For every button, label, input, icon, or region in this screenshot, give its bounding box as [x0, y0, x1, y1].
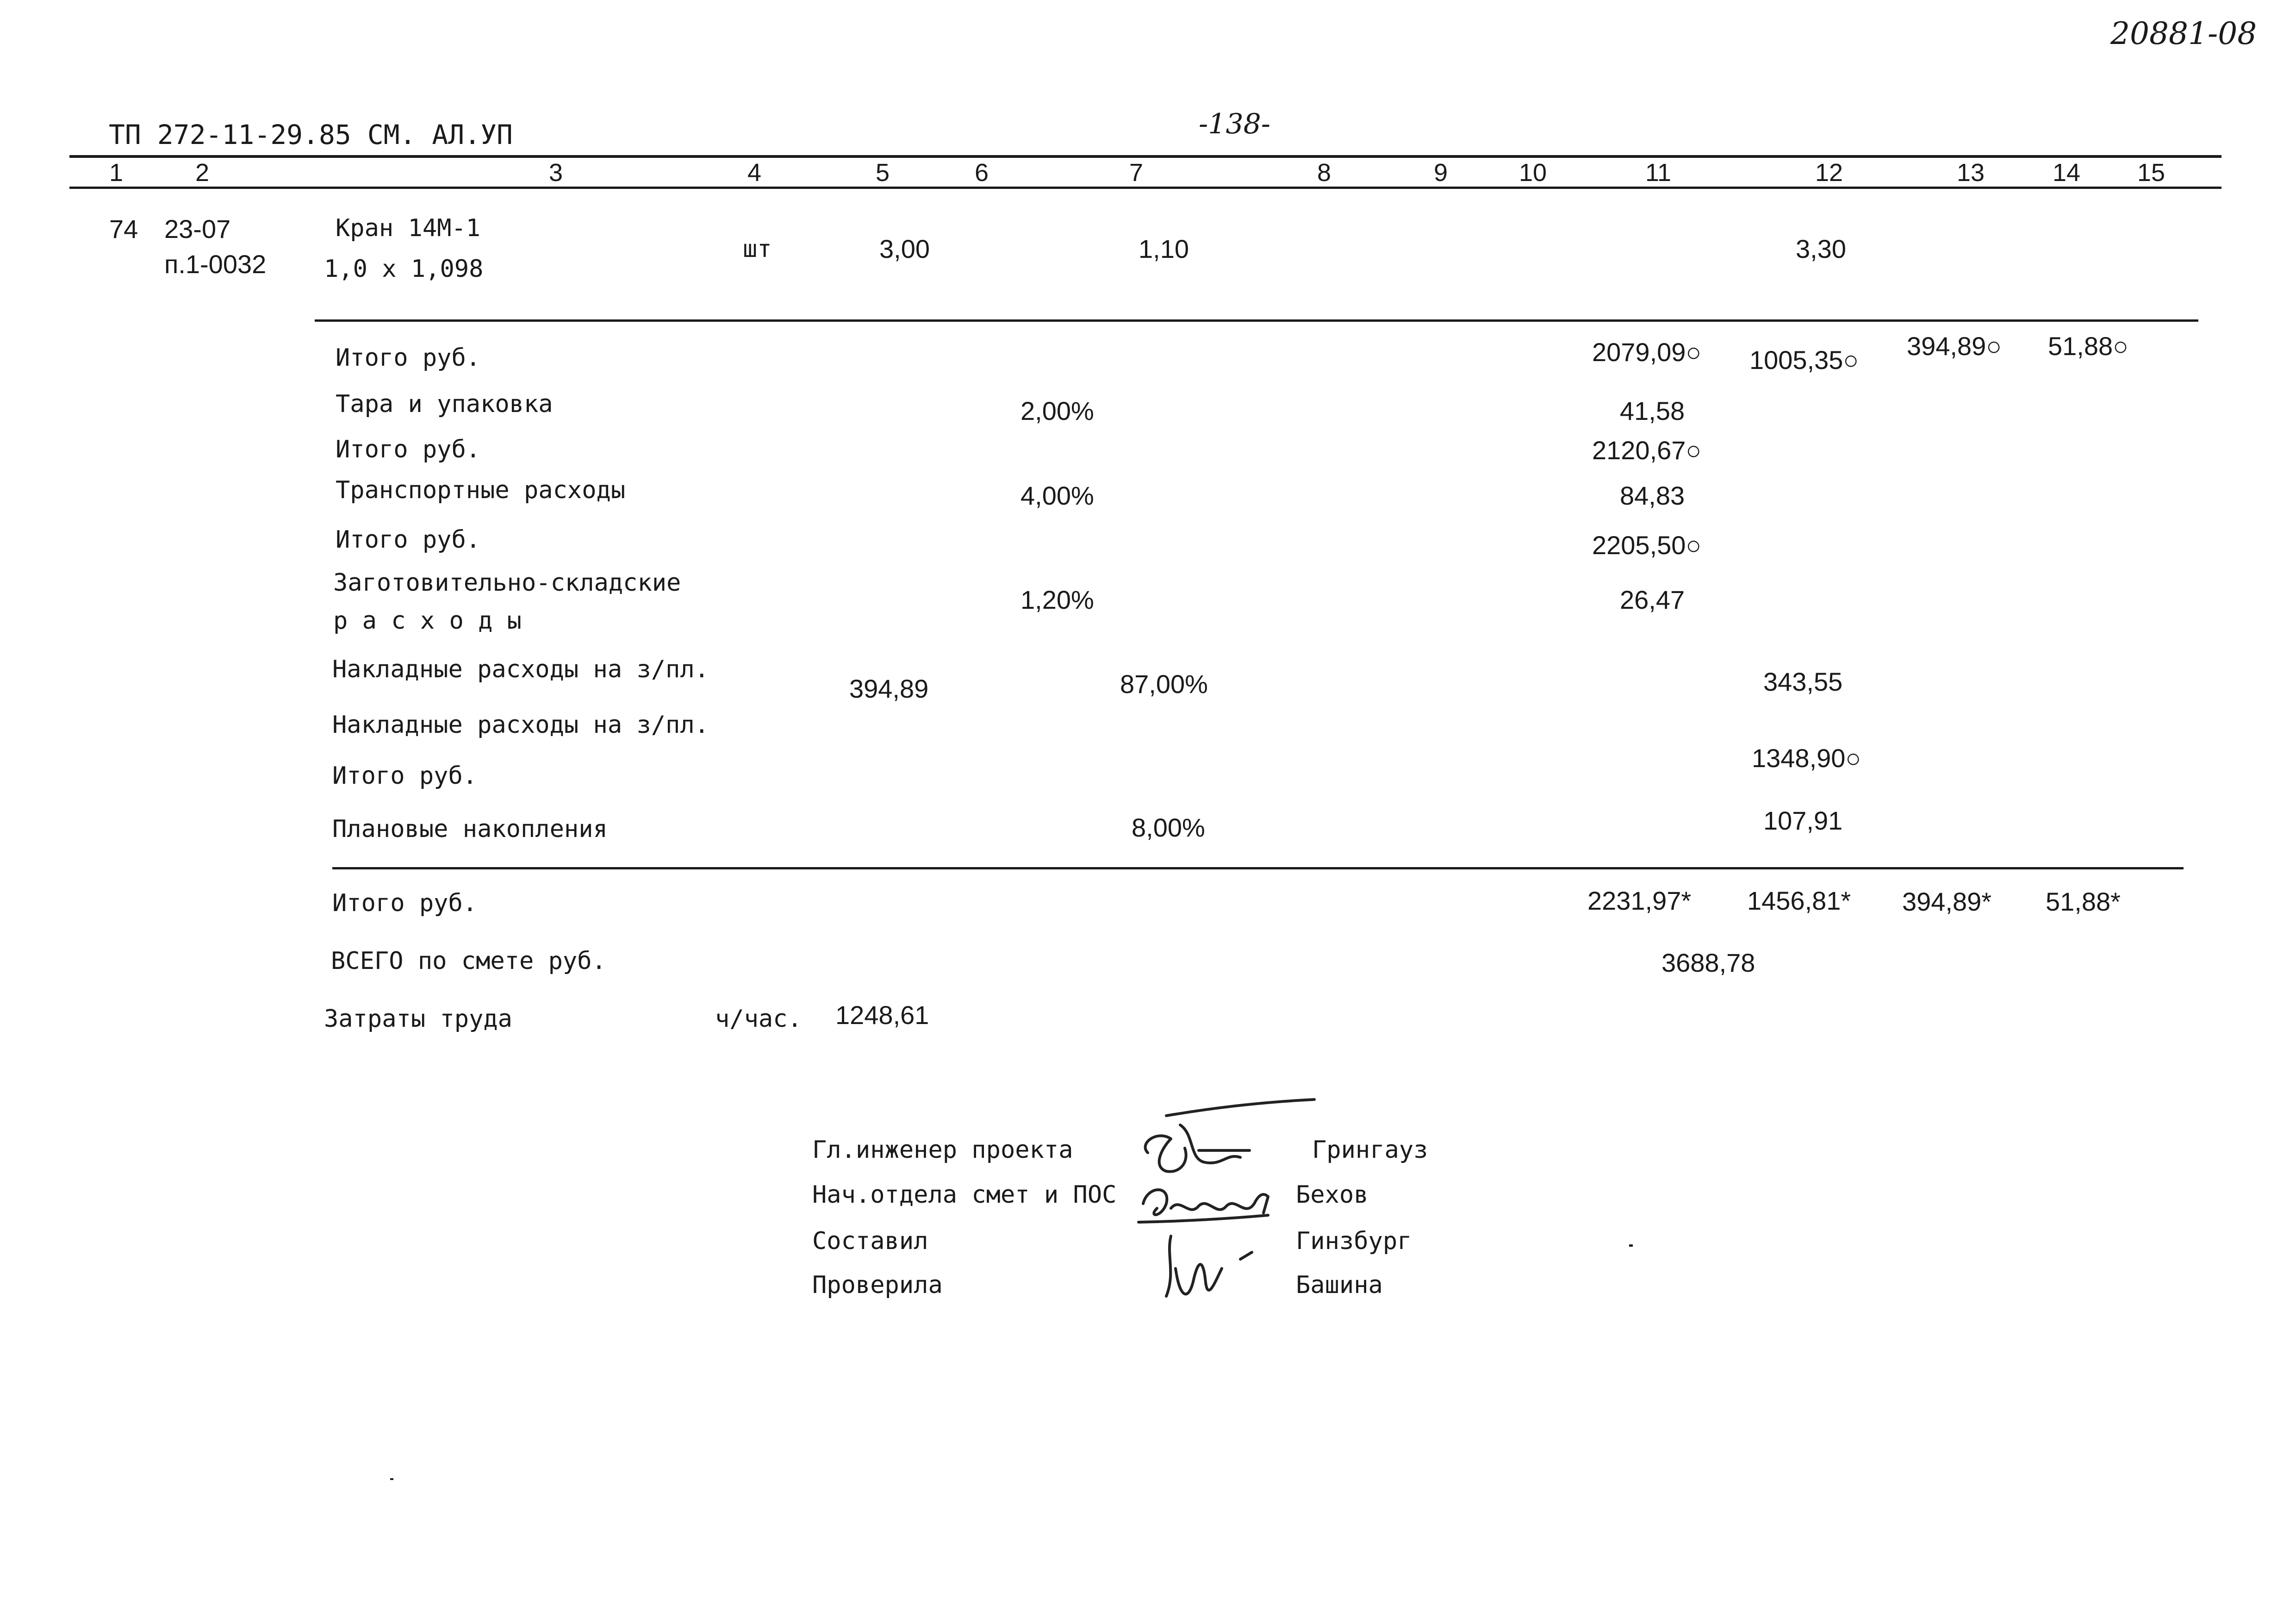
scan-speck	[1629, 1244, 1633, 1247]
total3-col11: 2205,50○	[1592, 531, 1702, 560]
header-rule-bottom	[69, 187, 2221, 189]
labor-label: Затраты труда	[324, 1005, 512, 1033]
overhead-col12: 343,55	[1763, 667, 1843, 696]
packaging-percent: 2,00%	[1020, 396, 1094, 425]
row-label-overhead: Накладные расходы на з/пл.	[332, 711, 709, 739]
grand-total-label: ВСЕГО по смете руб.	[331, 947, 606, 975]
item-price: 1,10	[1139, 234, 1189, 263]
row-label-planned: Плановые накопления	[332, 815, 608, 843]
final-col14: 51,88*	[2046, 887, 2121, 916]
signature-name: Бехов	[1296, 1181, 1369, 1209]
storage-col11: 26,47	[1620, 585, 1685, 614]
signature-role: Проверила	[812, 1271, 943, 1299]
total2-col11: 2120,67○	[1592, 436, 1702, 465]
row-label-total: Итого руб.	[332, 762, 478, 790]
transport-percent: 4,00%	[1020, 481, 1094, 510]
corner-number: 20881-08	[2110, 16, 2257, 51]
final-col11: 2231,97*	[1587, 886, 1692, 915]
transport-col11: 84,83	[1620, 481, 1685, 510]
column-number: 4	[747, 159, 762, 187]
labor-unit: ч/час.	[715, 1005, 802, 1033]
storage-percent: 1,20%	[1020, 585, 1094, 614]
document-code: ТП 272-11-29.85 СМ. АЛ.УП	[109, 119, 513, 150]
item-number: 74	[109, 214, 138, 244]
item-name: Кран 14М-1	[336, 214, 481, 242]
handwritten-signatures	[1129, 1097, 1324, 1319]
row-label-overhead: Накладные расходы на з/пл.	[332, 656, 709, 683]
column-number: 1	[109, 159, 124, 187]
signature-role: Гл.инженер проекта	[812, 1136, 1073, 1164]
item-code: 23-07	[164, 214, 231, 244]
overhead-base: 394,89	[849, 674, 929, 703]
column-number: 2	[195, 159, 210, 187]
section-rule	[332, 867, 2184, 869]
column-number: 13	[1957, 159, 1985, 187]
item-col12-value: 3,30	[1796, 234, 1846, 263]
row-label-total: Итого руб.	[332, 889, 478, 917]
row-label-storage: Заготовительно-складские	[333, 569, 681, 597]
item-code-line2: п.1-0032	[164, 250, 267, 279]
item-unit: шт	[743, 235, 772, 263]
signature-name: Башина	[1296, 1271, 1383, 1299]
planned-percent: 8,00%	[1132, 813, 1205, 842]
signature-name: Гинзбург	[1296, 1227, 1412, 1255]
column-number: 7	[1129, 159, 1144, 187]
total-col12: 1005,35○	[1749, 345, 1859, 375]
column-number: 11	[1645, 159, 1672, 187]
column-number: 3	[549, 159, 563, 187]
row-label-storage-line2: р а с х о д ы	[333, 607, 522, 635]
column-number: 9	[1434, 159, 1448, 187]
column-number: 6	[975, 159, 989, 187]
overhead-percent: 87,00%	[1120, 669, 1208, 699]
planned-col12: 107,91	[1763, 806, 1843, 835]
signature-role: Составил	[812, 1227, 928, 1255]
final-col12: 1456,81*	[1747, 886, 1851, 915]
labor-value: 1248,61	[835, 1000, 929, 1030]
final-col13: 394,89*	[1902, 887, 1992, 916]
total-col13: 394,89○	[1907, 331, 2002, 361]
column-number: 14	[2053, 159, 2081, 187]
item-name-line2: 1,0 х 1,098	[324, 255, 484, 283]
page-number: -138-	[1199, 108, 1271, 140]
grand-total-value: 3688,78	[1661, 948, 1755, 977]
total-col11: 2079,09○	[1592, 337, 1702, 367]
row-label-total: Итого руб.	[336, 436, 481, 463]
column-number: 10	[1519, 159, 1547, 187]
row-label-total: Итого руб.	[336, 344, 481, 372]
total4-col12: 1348,90○	[1752, 743, 1861, 773]
row-label-packaging: Тара и упаковка	[336, 390, 553, 418]
row-label-total: Итого руб.	[336, 526, 481, 554]
row-label-transport: Транспортные расходы	[336, 476, 626, 504]
item-quantity: 3,00	[879, 234, 930, 263]
section-rule	[315, 319, 2198, 322]
header-rule-top	[69, 155, 2221, 158]
signature-name: Грингауз	[1312, 1136, 1428, 1164]
scan-speck	[390, 1478, 393, 1480]
column-number: 15	[2137, 159, 2165, 187]
column-number: 8	[1317, 159, 1332, 187]
signature-role: Нач.отдела смет и ПОС	[812, 1181, 1117, 1209]
total-col14: 51,88○	[2048, 331, 2128, 361]
column-number: 12	[1815, 159, 1843, 187]
column-number: 5	[876, 159, 890, 187]
packaging-col11: 41,58	[1620, 396, 1685, 425]
